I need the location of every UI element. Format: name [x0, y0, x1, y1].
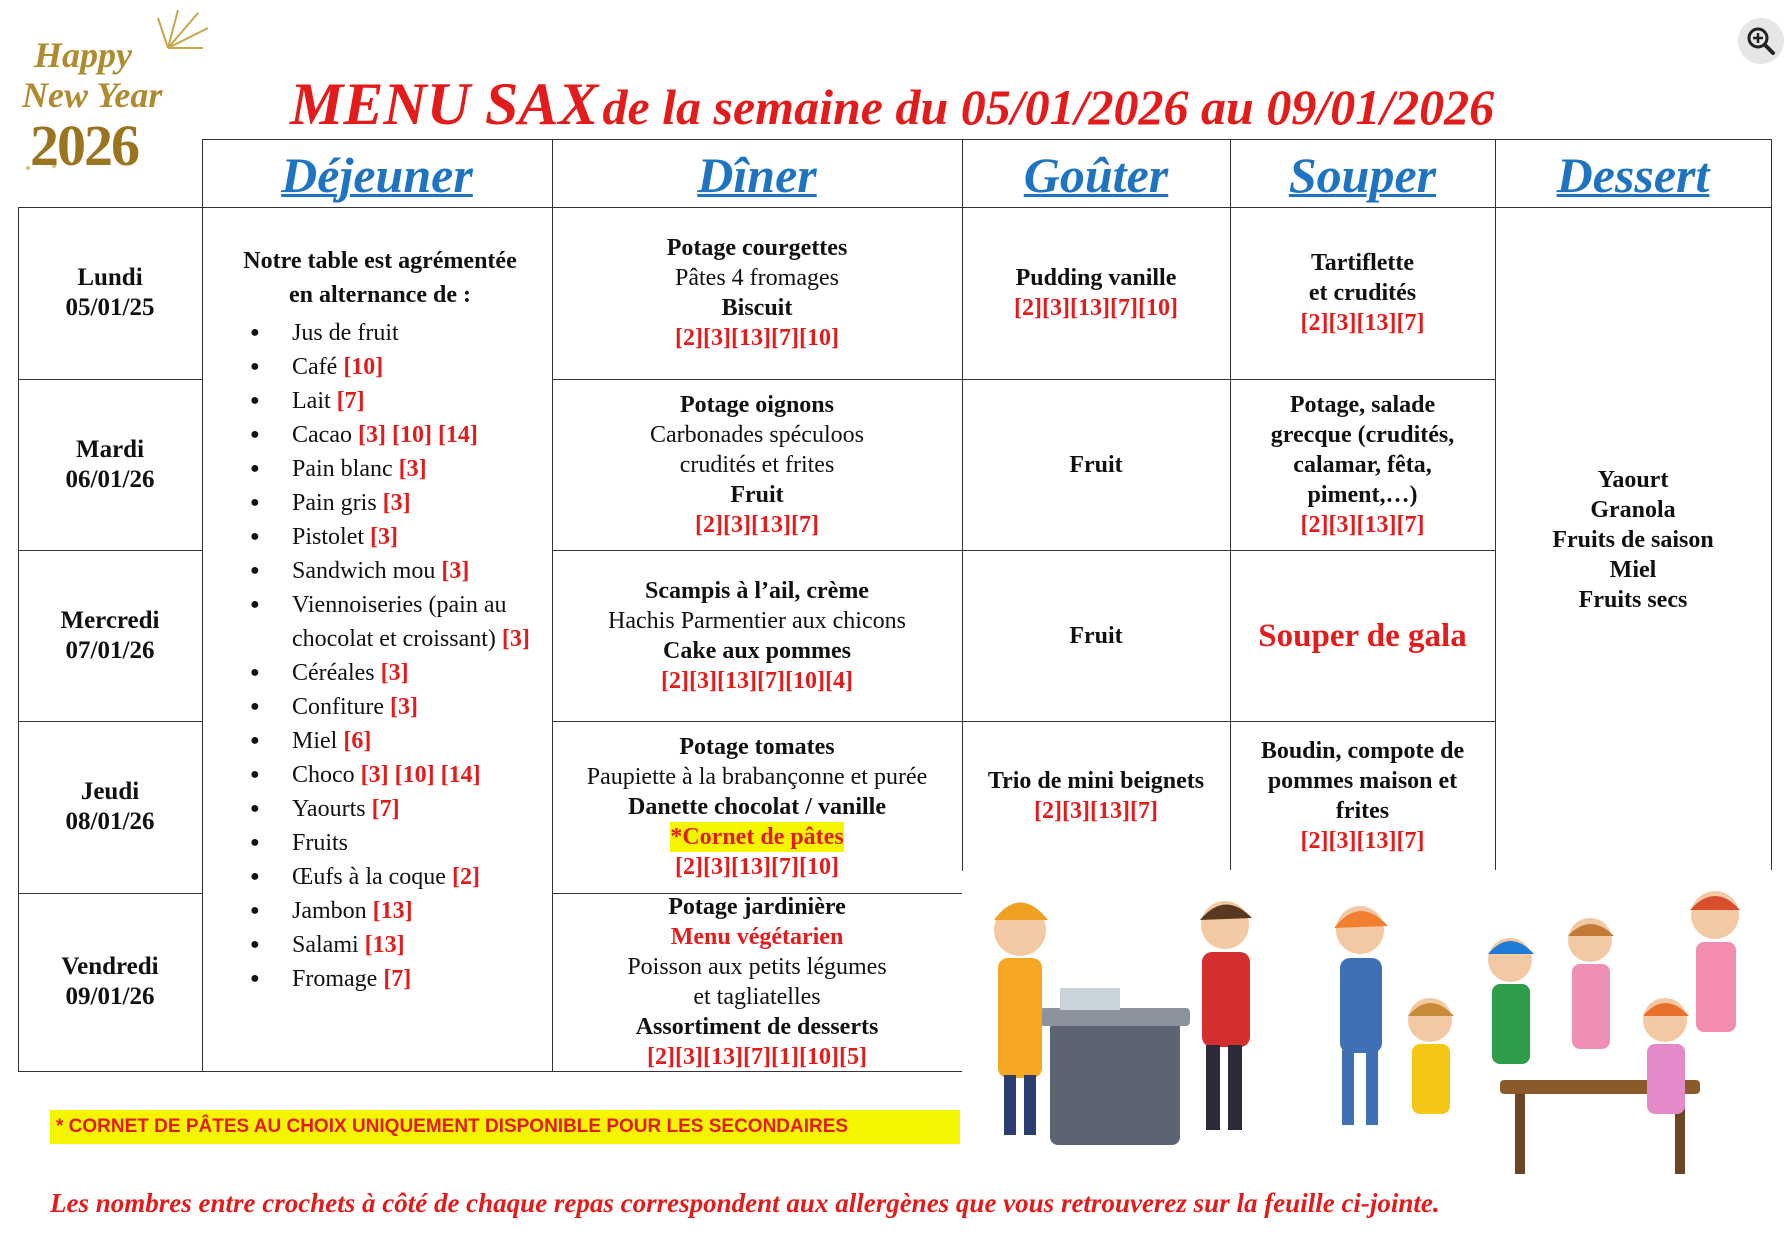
breakfast-list	[210, 244, 550, 996]
day-cell	[18, 893, 202, 1071]
item-label: Salami	[292, 932, 359, 958]
supper-line: Tartiflette	[1310, 250, 1415, 276]
day-date: 07/01/26	[65, 636, 155, 664]
item-label: Pain gris	[292, 490, 377, 516]
item-label: Yaourts	[292, 796, 366, 822]
list-item	[250, 486, 550, 520]
item-label: Miel	[292, 728, 338, 754]
item-label: Fromage	[292, 966, 378, 992]
snack-item: Trio de mini beignets	[987, 768, 1205, 794]
list-item	[250, 928, 550, 962]
item-label: Choco	[292, 762, 355, 788]
dish-main: Hachis Parmentier aux chicons	[608, 607, 906, 634]
list-item	[250, 962, 550, 996]
list-item	[250, 656, 550, 690]
supper-line: piment,…)	[1307, 481, 1418, 508]
list-item	[250, 724, 550, 758]
gouter-cell	[962, 721, 1230, 871]
item-label: Fruits	[292, 830, 349, 856]
item-allergens: [3] [10] [14]	[360, 762, 481, 788]
header-dessert: Dessert	[1556, 147, 1710, 203]
dish-dessert: Assortiment de desserts	[635, 1014, 879, 1040]
title-week: de la semaine du 05/01/2026 au 09/01/2026	[602, 79, 1495, 135]
item-allergens: [7]	[383, 966, 412, 992]
dish-main: Paupiette à la brabançonne et purée	[586, 764, 928, 790]
zoom-in-button[interactable]	[1738, 18, 1784, 64]
allergen-footer-note: Les nombres entre crochets à côté de chaque repas correspondent aux allergènes que vous retrouverez sur la feuille ci-jointe.	[50, 1188, 1440, 1218]
day-date: 06/01/26	[65, 465, 155, 493]
allergen-codes: [2][3][13][7][10]	[675, 854, 839, 880]
item-allergens: [7]	[336, 388, 365, 414]
pasta-note-banner: * CORNET DE PÂTES AU CHOIX UNIQUEMENT DISPONIBLE POUR LES SECONDAIRES	[50, 1110, 960, 1144]
supper-line: frites	[1335, 798, 1390, 824]
supper-line: Boudin, compote de	[1260, 738, 1465, 764]
supper-line: Potage, salade	[1289, 391, 1436, 418]
day-name: Mercredi	[60, 606, 160, 634]
day-name: Mardi	[75, 435, 145, 463]
grid-line	[1771, 139, 1772, 871]
item-allergens: [7]	[371, 796, 400, 822]
supper-line: et crudités	[1308, 280, 1417, 306]
souper-cell	[1230, 207, 1495, 379]
gouter-cell	[962, 379, 1230, 550]
allergen-codes: [2][3][13][7]	[1034, 798, 1158, 824]
dish-main-cont: crudités et frites	[679, 451, 835, 478]
snack-item: Fruit	[1069, 622, 1123, 649]
item-allergens: [6]	[343, 728, 372, 754]
item-allergens: [3]	[380, 660, 409, 686]
canteen-children-illustration	[970, 870, 1780, 1200]
day-date: 08/01/26	[65, 808, 155, 835]
day-cell	[18, 379, 202, 550]
dessert-item: Fruits secs	[1578, 587, 1688, 613]
dish-main: Pâtes 4 fromages	[675, 265, 839, 291]
item-allergens: [3]	[389, 694, 418, 720]
gouter-cell	[962, 207, 1230, 379]
logo-new-year: New Year	[22, 75, 163, 115]
list-item	[250, 316, 550, 350]
allergen-codes: [2][3][13][7]	[1300, 511, 1425, 538]
dessert-cell	[1495, 440, 1771, 640]
item-label: Sandwich mou	[292, 558, 436, 584]
item-allergens: [10]	[343, 354, 384, 380]
title-menu: MENU SAX	[290, 71, 599, 137]
item-allergens: [3] [10] [14]	[357, 422, 478, 448]
highlight-option: *Cornet de pâtes	[670, 824, 844, 850]
header-diner: Dîner	[697, 147, 817, 203]
item-label: Café	[292, 354, 338, 380]
page-title	[290, 70, 1690, 139]
diner-cell	[552, 550, 962, 721]
diner-cell	[552, 379, 962, 550]
list-item	[250, 520, 550, 554]
dish-starter: Potage oignons	[679, 391, 834, 418]
item-allergens: [2]	[451, 864, 480, 890]
dish-starter: Potage courgettes	[666, 235, 848, 261]
day-cell	[18, 550, 202, 721]
diner-cell	[552, 721, 962, 893]
gala-dinner: Souper de gala	[1258, 617, 1467, 654]
day-date: 05/01/25	[65, 294, 155, 321]
header-dejeuner: Déjeuner	[281, 147, 473, 203]
supper-line: pommes maison et	[1267, 768, 1458, 794]
item-label: Confiture	[292, 694, 384, 720]
allergen-codes: [2][3][13][7][10]	[675, 325, 839, 351]
allergen-codes: [2][3][13][7][1][10][5]	[647, 1044, 867, 1070]
supper-line: grecque (crudités,	[1270, 421, 1455, 448]
item-label: Céréales	[292, 660, 375, 686]
zoom-in-icon	[1738, 18, 1784, 64]
souper-cell	[1230, 550, 1495, 721]
souper-cell	[1230, 379, 1495, 550]
breakfast-intro-line: Notre table est agrémentée	[243, 248, 517, 274]
day-cell	[18, 721, 202, 893]
dish-dessert: Cake aux pommes	[662, 637, 851, 664]
grid-line	[202, 139, 203, 1071]
list-item	[250, 758, 550, 792]
dish-starter: Scampis à l’ail, crème	[645, 577, 869, 604]
item-allergens: [13]	[364, 932, 405, 958]
list-item	[250, 588, 550, 656]
list-item	[250, 452, 550, 486]
day-cell	[18, 207, 202, 379]
diner-cell	[552, 207, 962, 379]
item-label: Jambon	[292, 898, 367, 924]
dish-main: Poisson aux petits légumes	[627, 954, 887, 980]
breakfast-intro	[210, 244, 550, 312]
dessert-item: Granola	[1590, 497, 1676, 523]
header-gouter: Goûter	[1023, 147, 1169, 203]
list-item	[250, 860, 550, 894]
dish-main: Carbonades spéculoos	[650, 421, 864, 448]
supper-line: calamar, fêta,	[1293, 451, 1432, 478]
item-label: Cacao	[292, 422, 352, 448]
day-name: Jeudi	[80, 778, 140, 805]
day-name: Lundi	[77, 264, 143, 291]
item-allergens: [13]	[372, 898, 413, 924]
gouter-cell	[962, 550, 1230, 721]
allergen-codes: [2][3][13][7]	[1300, 310, 1425, 336]
item-label: Pistolet	[292, 524, 365, 550]
logo-happy: Happy	[34, 35, 132, 75]
diner-cell	[552, 893, 962, 1071]
item-label: Jus de fruit	[292, 320, 399, 346]
logo-year: 2026	[30, 113, 138, 178]
happy-new-year-logo	[18, 8, 208, 178]
list-item	[250, 350, 550, 384]
breakfast-items	[210, 316, 550, 996]
item-allergens: [3]	[370, 524, 398, 550]
list-item	[250, 418, 550, 452]
item-allergens: [3]	[398, 456, 427, 482]
snack-item: Pudding vanille	[1015, 265, 1177, 291]
item-label: Pain blanc	[292, 456, 393, 482]
list-item	[250, 690, 550, 724]
list-item	[250, 894, 550, 928]
dessert-item: Yaourt	[1597, 467, 1669, 493]
allergen-codes: [2][3][13][7][10][4]	[661, 667, 853, 694]
item-allergens: [3]	[441, 558, 470, 584]
day-name: Vendredi	[61, 953, 159, 980]
item-label: Œufs à la coque	[292, 864, 446, 890]
dish-dessert: Danette chocolat / vanille	[628, 794, 886, 820]
dessert-item: Fruits de saison	[1552, 527, 1714, 553]
header-souper: Souper	[1288, 147, 1437, 203]
item-label: Viennoiseries (pain au chocolat et croissant)	[292, 592, 507, 652]
allergen-codes: [2][3][13][7][10]	[1014, 295, 1178, 321]
souper-cell	[1230, 721, 1495, 871]
dessert-item: Miel	[1609, 557, 1657, 583]
breakfast-intro-line: en alternance de :	[289, 282, 471, 308]
list-item	[250, 826, 550, 860]
dish-starter: Potage tomates	[679, 734, 835, 760]
item-label: Lait	[292, 388, 331, 414]
day-date: 09/01/26	[65, 983, 155, 1010]
snack-item: Fruit	[1069, 451, 1123, 478]
item-allergens: [3]	[382, 490, 411, 516]
allergen-codes: [2][3][13][7]	[1300, 828, 1425, 854]
dish-starter: Potage jardinière	[668, 894, 846, 920]
list-item	[250, 554, 550, 588]
vegetarian-label: Menu végétarien	[670, 924, 844, 950]
dish-dessert: Biscuit	[721, 295, 793, 321]
list-item	[250, 792, 550, 826]
dish-dessert: Fruit	[730, 481, 784, 508]
item-allergens: [3]	[501, 626, 530, 652]
allergen-codes: [2][3][13][7]	[695, 511, 819, 538]
dish-main-cont: et tagliatelles	[693, 984, 821, 1010]
list-item	[250, 384, 550, 418]
